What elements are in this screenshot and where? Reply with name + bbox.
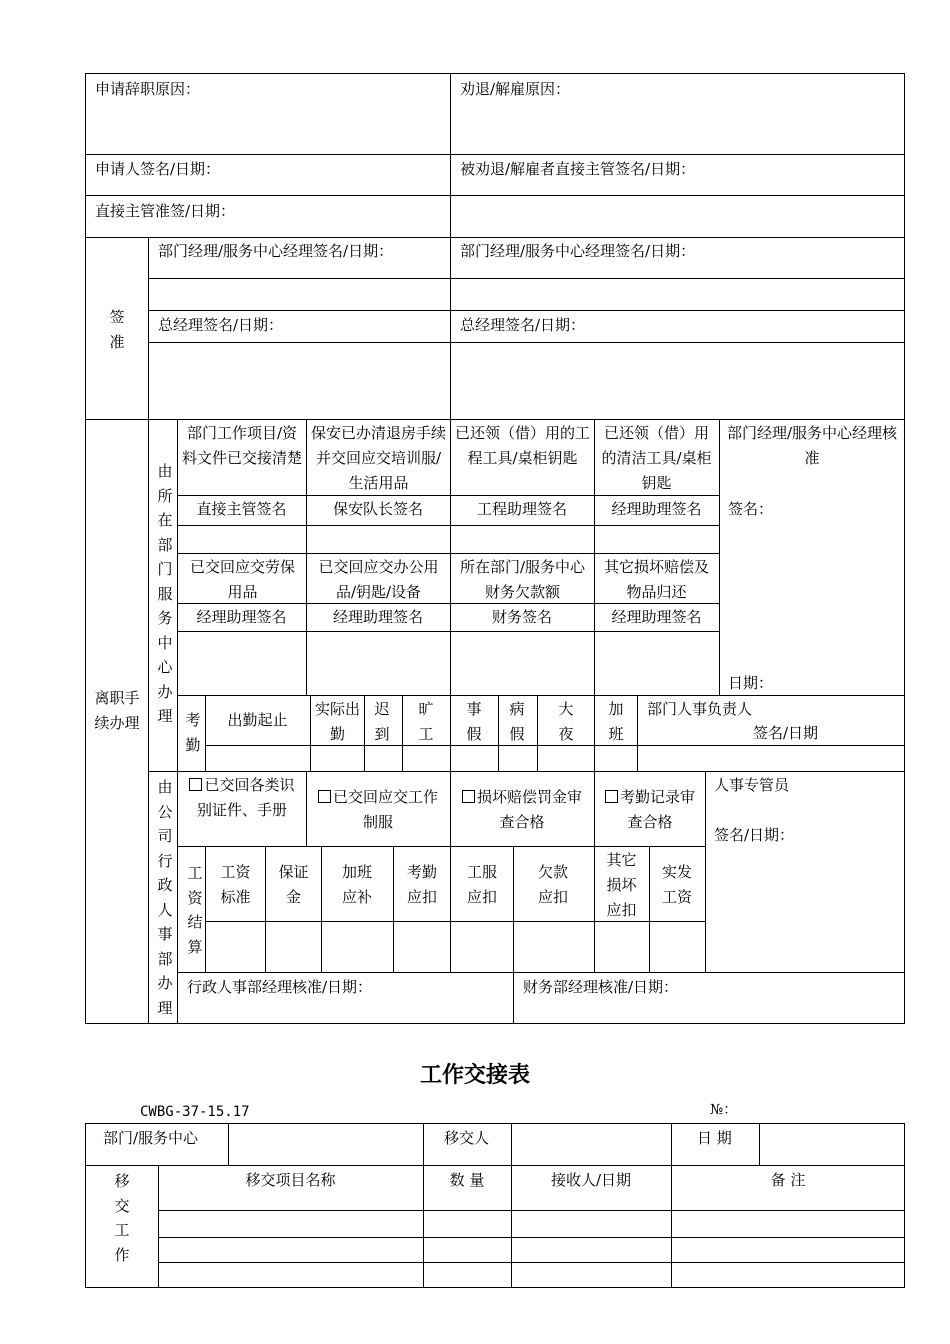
finance-manager-approve: 财务部经理核准/日期：	[523, 978, 679, 996]
grid-line	[177, 631, 719, 632]
grid-line	[649, 846, 650, 972]
grid-line	[228, 1123, 229, 1165]
attendance-personal-leave: 事假	[466, 700, 482, 743]
col-deposit: 保证金	[278, 863, 309, 906]
attendance-label: 考勤	[185, 711, 201, 754]
grid-line	[402, 695, 403, 771]
grid-line	[177, 553, 719, 554]
col-ot-pay: 加班应补	[341, 863, 372, 906]
attendance-actual: 实际出勤	[315, 700, 361, 743]
col-quantity: 数 量	[449, 1171, 485, 1189]
handover-item-labor: 已交回应交劳保用品	[190, 558, 296, 601]
col-item-name: 移交项目名称	[245, 1171, 336, 1189]
form-number-label: №：	[710, 1102, 738, 1118]
handover-item-damage: 其它损坏赔偿及物品归还	[603, 558, 709, 601]
col-receiver: 接收人/日期	[550, 1171, 632, 1189]
grid-line	[594, 695, 595, 771]
sign-manager-label: 签名：	[728, 500, 774, 518]
grid-line	[594, 771, 595, 846]
handover-date-label: 日期：	[728, 674, 774, 692]
grid-line	[450, 771, 451, 846]
hr-specialist-sign: 签名/日期：	[714, 826, 795, 844]
grid-line	[637, 695, 638, 771]
admin-check-attendance-text: 考勤记录审查合格	[619, 788, 695, 831]
approval-label: 签准	[109, 308, 125, 351]
handover-item-security: 保安已办清退房手续并交回应交培训服/生活用品	[311, 424, 447, 492]
grid-line	[705, 771, 706, 972]
form-code: CWBG-37-15.17	[140, 1104, 250, 1120]
grid-line	[85, 1165, 905, 1166]
grid-line	[306, 771, 307, 846]
dept-manager-sign-left: 部门经理/服务中心经理签名/日期：	[158, 242, 394, 260]
dept-handle-label: 由所在部门服务中心办理	[157, 462, 173, 725]
grid-line	[85, 237, 905, 238]
dismiss-reason-label: 劝退/解雇原因：	[460, 80, 571, 98]
col-damage-deduct: 其它损坏应扣	[606, 851, 637, 919]
grid-line	[177, 846, 705, 847]
handover-item-cleaning: 已还领（借）用的清洁工具/桌柜钥匙	[601, 424, 712, 492]
attendance-night: 大夜	[558, 700, 574, 743]
attendance-sick-leave: 病假	[509, 700, 525, 743]
grid-line	[513, 846, 514, 1024]
admin-check-id	[186, 773, 298, 823]
col-std-wage: 工资标准	[220, 863, 251, 906]
dept-label: 部门/服务中心	[103, 1129, 199, 1147]
grid-line	[393, 846, 394, 972]
grid-line	[148, 342, 905, 343]
attendance-overtime: 加班	[608, 700, 624, 743]
grid-line	[148, 310, 905, 311]
grid-line	[205, 695, 206, 771]
grid-line	[719, 419, 720, 695]
col-remark: 备 注	[770, 1171, 806, 1189]
sign-finance: 财务签名	[491, 608, 552, 626]
checkbox-icon[interactable]	[318, 790, 331, 803]
grid-line	[498, 695, 499, 771]
grid-line	[158, 1262, 905, 1263]
admin-manager-approve: 行政人事部经理核准/日期：	[187, 978, 373, 996]
grid-line	[537, 695, 538, 771]
transferor-label: 移交人	[444, 1129, 490, 1147]
grid-line	[205, 846, 206, 972]
dept-manager-sign-right: 部门经理/服务中心经理签名/日期：	[460, 242, 696, 260]
checkbox-icon[interactable]	[462, 790, 475, 803]
admin-check-uniform	[312, 785, 444, 835]
grid-line	[364, 695, 365, 771]
salary-settle-label: 工资结算	[187, 864, 203, 956]
checkbox-icon[interactable]	[605, 790, 618, 803]
grid-line	[310, 695, 311, 771]
admin-check-uniform-text: 已交回应交工作制服	[332, 788, 438, 831]
applicant-sign-label: 申请人签名/日期：	[95, 160, 221, 178]
grid-line	[594, 846, 595, 972]
sign-manager-assistant-2: 经理助理签名	[196, 608, 287, 626]
sign-direct-supervisor: 直接主管签名	[196, 500, 287, 518]
grid-line	[85, 195, 905, 196]
transfer-work-label: 移交工作	[114, 1172, 130, 1264]
handover-item-work: 部门工作项目/资料文件已交接清楚	[182, 424, 303, 467]
sign-security-captain: 保安队长签名	[332, 500, 423, 518]
sign-manager-assistant: 经理助理签名	[611, 500, 702, 518]
sign-manager-assistant-4: 经理助理签名	[611, 608, 702, 626]
admin-check-damage	[456, 785, 588, 835]
attendance-late: 迟到	[374, 700, 390, 743]
gm-sign-left: 总经理签名/日期：	[158, 316, 284, 334]
handover-border	[85, 1123, 905, 1288]
handover-form-title: 工作交接表	[419, 1063, 530, 1088]
grid-line	[177, 695, 905, 696]
grid-line	[148, 278, 905, 279]
supervisor-approve-label: 直接主管准签/日期：	[95, 202, 236, 220]
grid-line	[511, 1123, 512, 1288]
grid-line	[450, 73, 451, 419]
leave-procedure-label: 离职手续办理	[94, 689, 140, 732]
col-debt-deduct: 欠款应扣	[537, 863, 568, 906]
admin-handle-label: 由公司行政人事部办理	[157, 778, 173, 1017]
grid-line	[594, 419, 595, 695]
grid-line	[450, 695, 451, 771]
grid-line	[759, 1123, 760, 1165]
grid-line	[450, 846, 451, 972]
grid-line	[148, 771, 905, 772]
sign-manager-assistant-3: 经理助理签名	[332, 608, 423, 626]
checkbox-icon[interactable]	[189, 778, 202, 791]
grid-line	[321, 846, 322, 972]
grid-line	[158, 1237, 905, 1238]
date-label: 日 期	[697, 1129, 732, 1147]
grid-line	[671, 1123, 672, 1288]
col-net-pay: 实发工资	[661, 863, 692, 906]
handover-item-engineering: 已还领（借）用的工程工具/桌柜钥匙	[455, 424, 591, 467]
grid-line	[148, 237, 149, 1024]
attendance-period: 出勤起止	[227, 711, 288, 729]
handover-item-office: 已交回应交办公用品/钥匙/设备	[318, 558, 439, 601]
grid-line	[158, 1210, 905, 1211]
grid-line	[450, 419, 451, 695]
hr-head-label: 部门人事负责人	[647, 700, 753, 718]
gm-sign-right: 总经理签名/日期：	[460, 316, 586, 334]
sign-engineering-assistant: 工程助理签名	[476, 500, 567, 518]
col-uniform-deduct: 工服应扣	[466, 863, 497, 906]
admin-check-damage-text: 损坏赔偿罚金审查合格	[476, 788, 582, 831]
handover-manager-approve: 部门经理/服务中心经理核准	[726, 424, 898, 467]
grid-line	[85, 419, 905, 420]
grid-line	[265, 846, 266, 972]
col-att-deduct: 考勤应扣	[406, 863, 437, 906]
attendance-absent: 旷工	[418, 700, 434, 743]
grid-line	[177, 525, 719, 526]
admin-check-attendance	[600, 785, 700, 835]
grid-line	[306, 419, 307, 695]
hr-specialist-label: 人事专管员	[714, 776, 790, 794]
handover-item-finance: 所在部门/服务中心财务欠款额	[459, 558, 586, 601]
grid-line	[423, 1123, 424, 1288]
hr-head-sign: 签名/日期	[753, 724, 819, 742]
grid-line	[85, 154, 905, 155]
grid-line	[177, 972, 905, 973]
admin-check-id-text: 已交回各类识别证件、手册	[196, 776, 295, 819]
dismissed-supervisor-sign-label: 被劝退/解雇者直接主管签名/日期：	[460, 160, 696, 178]
resign-reason-label: 申请辞职原因：	[95, 80, 201, 98]
